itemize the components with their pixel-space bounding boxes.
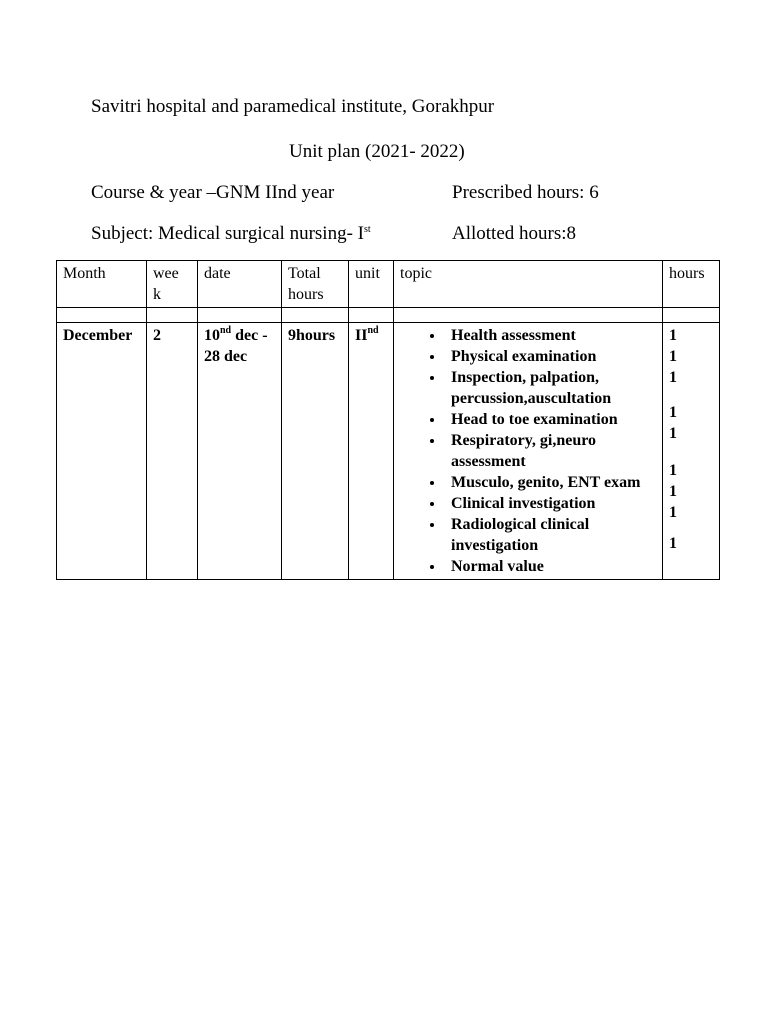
subject-text: Subject: Medical surgical nursing- I xyxy=(91,223,364,244)
hours-value: 1 xyxy=(669,462,677,479)
topic-item: • Respiratory, gi,neuro assessment xyxy=(445,430,656,472)
cell-month: December xyxy=(57,323,147,580)
unit-main: II xyxy=(355,327,368,344)
topic-item: • Inspection, palpation, percussion,auscultation xyxy=(445,367,656,409)
topic-item: • Physical examination xyxy=(445,346,656,367)
unit-superscript: nd xyxy=(367,325,379,336)
subject-superscript: st xyxy=(363,224,371,235)
cell-date xyxy=(198,323,282,580)
hours-list xyxy=(669,325,713,554)
allotted-hours: Allotted hours:8 xyxy=(452,223,577,244)
cell-hours xyxy=(663,323,720,580)
col-topic-header: topic xyxy=(394,261,663,308)
col-total-header-a: Total xyxy=(288,265,321,282)
table-spacer-row xyxy=(57,308,720,323)
hours-value: 1 xyxy=(669,425,677,442)
date-superscript: nd xyxy=(220,325,232,336)
hours-value: 1 xyxy=(669,535,677,552)
cell-unit xyxy=(349,323,394,580)
date-num: 10 xyxy=(204,327,220,344)
table-header-row xyxy=(57,261,720,308)
date-rest: dec - xyxy=(231,327,268,344)
institute-title: Savitri hospital and paramedical institute, Gorakhpur xyxy=(91,96,495,117)
hours-value: 1 xyxy=(669,348,677,365)
topic-item: • Normal value xyxy=(445,556,656,577)
cell-total-hours: 9hours xyxy=(282,323,349,580)
cell-topics xyxy=(394,323,663,580)
prescribed-hours: Prescribed hours: 6 xyxy=(452,182,599,203)
col-total-header-b: hours xyxy=(288,286,324,303)
topic-item: • Clinical investigation xyxy=(445,493,656,514)
cell-week: 2 xyxy=(147,323,198,580)
hours-value: 1 xyxy=(669,404,677,421)
col-week-header-a: wee xyxy=(153,265,179,282)
hours-value: 1 xyxy=(669,369,677,386)
hours-value: 1 xyxy=(669,327,677,344)
col-date-header: date xyxy=(198,261,282,308)
col-week-header-b: k xyxy=(153,286,161,303)
unit-plan-table xyxy=(56,260,720,580)
col-hours-header: hours xyxy=(663,261,720,308)
col-total-header xyxy=(282,261,349,308)
hours-value: 1 xyxy=(669,504,677,521)
subject-line xyxy=(91,223,371,245)
topic-list xyxy=(400,325,656,577)
topic-item: • Musculo, genito, ENT exam xyxy=(445,472,656,493)
hours-value: 1 xyxy=(669,483,677,500)
col-month-header: Month xyxy=(57,261,147,308)
col-week-header xyxy=(147,261,198,308)
topic-item: • Health assessment xyxy=(445,325,656,346)
table-row xyxy=(57,323,720,580)
col-unit-header: unit xyxy=(349,261,394,308)
topic-item: • Radiological clinical investigation xyxy=(445,514,656,556)
topic-item: • Head to toe examination xyxy=(445,409,656,430)
date-end: 28 dec xyxy=(204,348,248,365)
course-year: Course & year –GNM IInd year xyxy=(91,182,335,203)
plan-title: Unit plan (2021- 2022) xyxy=(289,141,465,162)
